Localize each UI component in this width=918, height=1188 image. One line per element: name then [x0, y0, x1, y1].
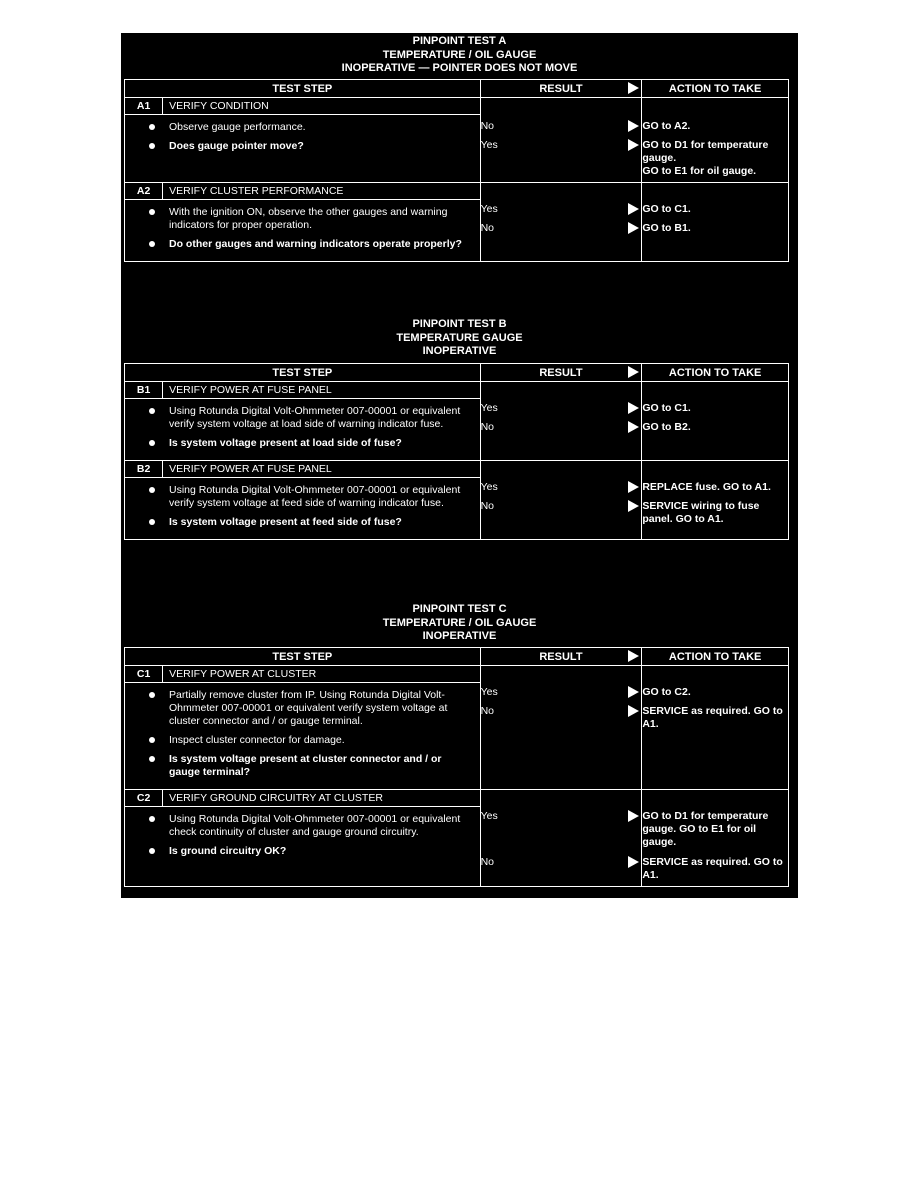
test-b-title-line: TEMPERATURE GAUGE	[396, 331, 523, 344]
test-b-heading	[121, 318, 798, 359]
result-value: Yes	[480, 139, 498, 151]
test-a-title-line: TEMPERATURE / OIL GAUGE	[382, 48, 537, 61]
step-id: C1	[125, 666, 163, 683]
action-text: SERVICE as required. GO to A1.	[642, 705, 783, 730]
arrow-icon	[628, 856, 639, 868]
result-value: No	[480, 856, 495, 868]
instruction-bullet: Observe gauge performance.	[169, 121, 472, 134]
instruction-bullet: Using Rotunda Digital Volt-Ohmmeter 007-00001 or equivalent verify system voltage at load side of warning indicator fuse.	[169, 405, 472, 431]
instruction-bullet: Using Rotunda Digital Volt-Ohmmeter 007-00001 or equivalent verify system voltage at feed side of warning indicator fuse.	[169, 484, 472, 510]
test-c-table	[124, 647, 789, 887]
action-text: SERVICE wiring to fuse panel. GO to A1.	[642, 500, 760, 525]
step-title: VERIFY CLUSTER PERFORMANCE	[163, 183, 480, 200]
result-value: Yes	[480, 686, 498, 698]
step-results	[480, 98, 642, 183]
step-actions	[642, 666, 789, 790]
step-body	[125, 683, 481, 790]
step-body	[125, 399, 481, 461]
action-text: GO to C1.	[642, 203, 691, 215]
action-text: GO to A2.	[642, 120, 691, 132]
col-header-test-step: TEST STEP	[125, 648, 481, 666]
arrow-icon	[628, 481, 639, 493]
action-text: GO to D1 for temperature gauge. GO to E1 for oil gauge.	[642, 810, 769, 848]
step-id: A2	[125, 183, 163, 200]
question-bullet: Is system voltage present at load side of fuse?	[169, 437, 472, 450]
question-bullet: Is ground circuitry OK?	[169, 845, 472, 858]
step-id: B1	[125, 382, 163, 399]
step-actions	[642, 382, 789, 461]
test-b-title-line: PINPOINT TEST B	[412, 318, 507, 330]
diagnostic-sheet	[121, 33, 798, 898]
step-id: B2	[125, 461, 163, 478]
result-header-label: RESULT	[539, 650, 583, 663]
action-text: GO to C1.	[642, 402, 691, 414]
result-value: Yes	[480, 402, 498, 414]
action-text: GO to C2.	[642, 686, 691, 698]
result-value: No	[480, 705, 495, 717]
arrow-icon	[628, 366, 639, 378]
action-text: GO to B1.	[642, 222, 691, 234]
result-value: No	[480, 120, 495, 132]
step-actions	[642, 790, 789, 887]
col-header-action: ACTION TO TAKE	[642, 80, 789, 98]
test-a-table	[124, 79, 789, 262]
question-bullet: Does gauge pointer move?	[169, 140, 472, 153]
step-body	[125, 200, 481, 262]
arrow-icon	[628, 810, 639, 822]
instruction-bullet: With the ignition ON, observe the other gauges and warning indicators for proper operation.	[169, 206, 472, 232]
instruction-bullet: Inspect cluster connector for damage.	[169, 734, 472, 747]
action-text: SERVICE as required. GO to A1.	[642, 856, 783, 881]
test-a-title-line: PINPOINT TEST A	[412, 35, 507, 47]
col-header-action: ACTION TO TAKE	[642, 364, 789, 382]
arrow-icon	[628, 421, 639, 433]
result-value: No	[480, 222, 495, 234]
test-a-title-line: INOPERATIVE — POINTER DOES NOT MOVE	[341, 62, 578, 74]
step-body	[125, 807, 481, 887]
result-header-label: RESULT	[539, 366, 583, 379]
step-body	[125, 115, 481, 183]
step-actions	[642, 98, 789, 183]
instruction-bullet: Partially remove cluster from IP. Using Rotunda Digital Volt-Ohmmeter 007-00001 or equivalent verify system voltage at cluster connector and / or gauge terminal.	[169, 689, 472, 728]
arrow-icon	[628, 650, 639, 662]
test-c-title-line: TEMPERATURE / OIL GAUGE	[382, 616, 537, 629]
step-actions	[642, 183, 789, 262]
step-actions	[642, 461, 789, 540]
col-header-test-step: TEST STEP	[125, 364, 481, 382]
step-results	[480, 382, 642, 461]
arrow-icon	[628, 500, 639, 512]
step-title: VERIFY POWER AT CLUSTER	[163, 666, 480, 683]
step-title: VERIFY POWER AT FUSE PANEL	[163, 461, 480, 478]
step-id: C2	[125, 790, 163, 807]
result-value: Yes	[480, 481, 498, 493]
col-header-result	[480, 80, 642, 98]
action-text: GO to B2.	[642, 421, 691, 433]
test-b-table	[124, 363, 789, 540]
action-text: GO to D1 for temperature gauge. GO to E1 for oil gauge.	[642, 139, 769, 177]
arrow-icon	[628, 203, 639, 215]
test-c-title-line: INOPERATIVE	[422, 630, 497, 642]
col-header-result	[480, 648, 642, 666]
step-body	[125, 478, 481, 540]
result-value: Yes	[480, 810, 498, 822]
result-value: No	[480, 500, 495, 512]
test-b-title-line: INOPERATIVE	[422, 345, 497, 357]
step-results	[480, 790, 642, 887]
arrow-icon	[628, 686, 639, 698]
result-value: No	[480, 421, 495, 433]
step-title: VERIFY POWER AT FUSE PANEL	[163, 382, 480, 399]
question-bullet: Is system voltage present at cluster connector and / or gauge terminal?	[169, 753, 472, 779]
arrow-icon	[628, 222, 639, 234]
col-header-action: ACTION TO TAKE	[642, 648, 789, 666]
arrow-icon	[628, 402, 639, 414]
step-id: A1	[125, 98, 163, 115]
question-bullet: Do other gauges and warning indicators operate properly?	[169, 238, 472, 251]
arrow-icon	[628, 139, 639, 151]
question-bullet: Is system voltage present at feed side of fuse?	[169, 516, 472, 529]
col-header-test-step: TEST STEP	[125, 80, 481, 98]
arrow-icon	[628, 120, 639, 132]
test-a-heading	[121, 35, 798, 76]
step-results	[480, 461, 642, 540]
step-results	[480, 183, 642, 262]
arrow-icon	[628, 82, 639, 94]
instruction-bullet: Using Rotunda Digital Volt-Ohmmeter 007-00001 or equivalent check continuity of cluster and gauge ground circuitry.	[169, 813, 472, 839]
result-header-label: RESULT	[539, 82, 583, 95]
step-title: VERIFY GROUND CIRCUITRY AT CLUSTER	[163, 790, 480, 807]
test-c-title-line: PINPOINT TEST C	[412, 603, 507, 615]
step-title: VERIFY CONDITION	[163, 98, 480, 115]
arrow-icon	[628, 705, 639, 717]
col-header-result	[480, 364, 642, 382]
step-results	[480, 666, 642, 790]
test-c-heading	[121, 603, 798, 644]
action-text: REPLACE fuse. GO to A1.	[642, 481, 771, 493]
result-value: Yes	[480, 203, 498, 215]
